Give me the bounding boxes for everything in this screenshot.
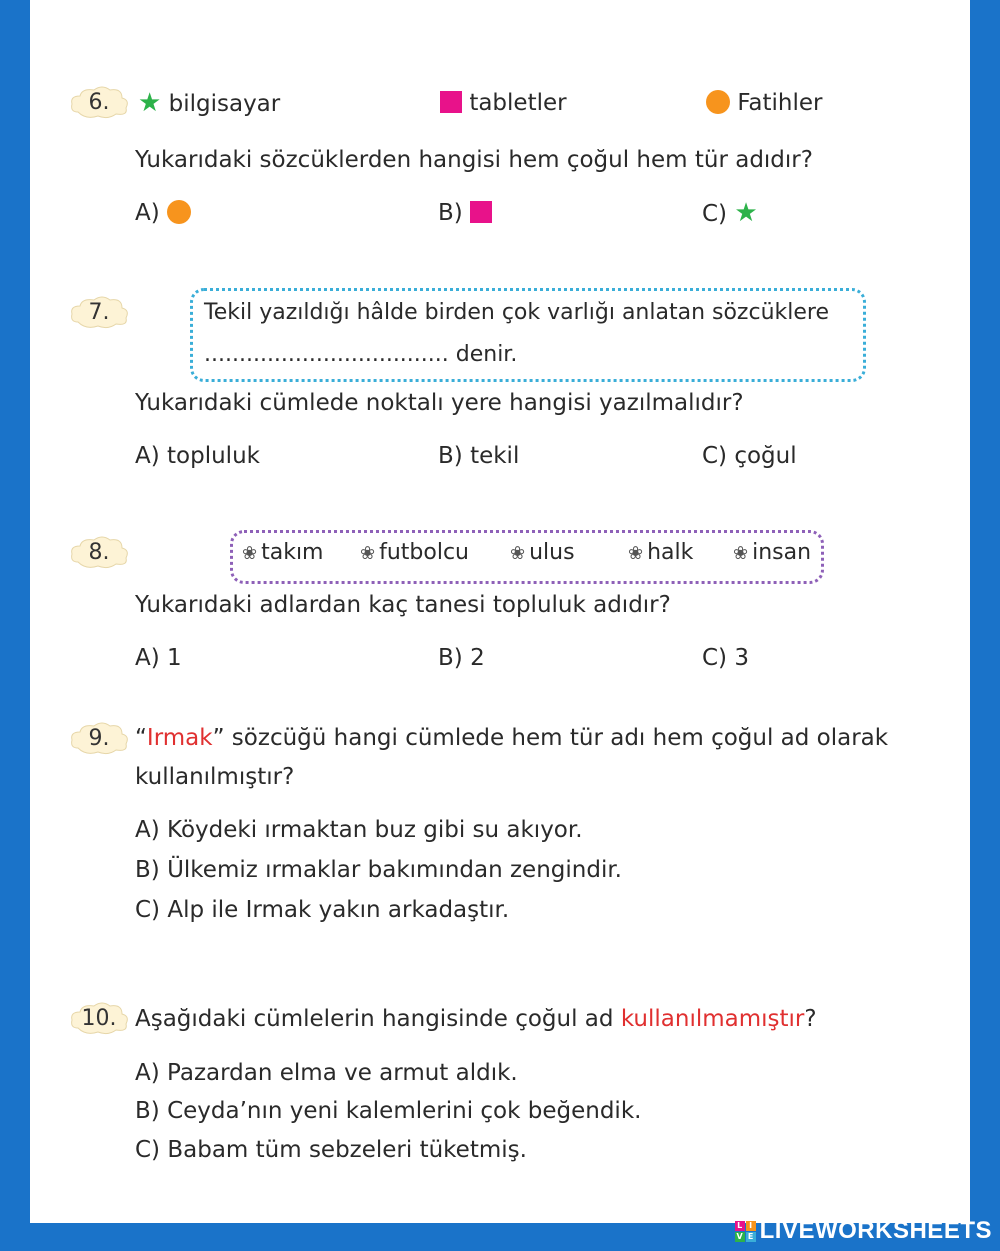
page-frame-left — [0, 0, 30, 1251]
word-ulus: ❀ ulus — [510, 540, 575, 565]
pink-square-icon — [470, 201, 492, 223]
option-c[interactable]: C) Babam tüm sebzeleri tüketmiş. — [135, 1137, 527, 1163]
flower-icon: ❀ — [510, 543, 526, 564]
option-c[interactable]: C) Alp ile Irmak yakın arkadaştır. — [135, 897, 510, 923]
question-number-badge: 9. — [68, 720, 130, 756]
definition-line-1: Tekil yazıldığı hâlde birden çok varlığı anlatan sözcüklere — [204, 300, 830, 325]
highlighted-word: kullanılmamıştır — [620, 1006, 805, 1032]
logo-grid-icon: L I V E — [735, 1221, 756, 1242]
liveworksheets-logo — [735, 1217, 992, 1245]
star-icon: ★ — [138, 88, 162, 118]
logo-text: LIVEWORKSHEETS — [759, 1217, 992, 1244]
option-a[interactable]: A) topluluk — [135, 443, 260, 469]
highlighted-word: Irmak — [146, 725, 213, 751]
option-a[interactable]: A) Köydeki ırmaktan buz gibi su akıyor. — [135, 817, 583, 843]
page-frame-right — [970, 0, 1000, 1251]
word-takim: ❀ takım — [242, 540, 324, 565]
option-b[interactable]: B) — [438, 200, 492, 226]
option-a[interactable]: A) Pazardan elma ve armut aldık. — [135, 1060, 518, 1086]
definition-line-2: ................................... denir. — [204, 342, 518, 367]
question-8-text: Yukarıdaki adlardan kaç tanesi topluluk adıdır? — [135, 592, 671, 618]
word-tabletler: tabletler — [469, 90, 567, 116]
option-c[interactable]: C) çoğul — [702, 443, 797, 469]
orange-circle-icon — [706, 90, 730, 114]
option-b[interactable]: B) tekil — [438, 443, 520, 469]
flower-icon: ❀ — [242, 543, 258, 564]
flower-icon: ❀ — [628, 543, 644, 564]
option-c[interactable]: C) 3 — [702, 645, 749, 671]
pink-square-icon — [440, 91, 462, 113]
word-halk: ❀ halk — [628, 540, 694, 565]
option-c[interactable]: C) ★ — [702, 198, 758, 228]
question-7-text: Yukarıdaki cümlede noktalı yere hangisi yazılmalıdır? — [135, 390, 744, 416]
star-icon: ★ — [734, 198, 758, 228]
question-number-badge: 8. — [68, 534, 130, 570]
orange-circle-icon — [167, 200, 191, 224]
question-number-badge: 10. — [68, 1000, 130, 1036]
option-a[interactable]: A) — [135, 200, 191, 226]
question-number-badge: 7. — [68, 294, 130, 330]
word-futbolcu: ❀ futbolcu — [360, 540, 469, 565]
option-b[interactable]: B) Ceyda’nın yeni kalemlerini çok beğendik. — [135, 1098, 642, 1124]
question-10-text: Aşağıdaki cümlelerin hangisinde çoğul ad kullanılmamıştır? — [135, 1006, 817, 1032]
question-6-text: Yukarıdaki sözcüklerden hangisi hem çoğul hem tür adıdır? — [135, 147, 813, 173]
option-b[interactable]: B) 2 — [438, 645, 485, 671]
question-9-text: “Irmak” sözcüğü hangi cümlede hem tür adı hem çoğul ad olarak — [135, 725, 889, 751]
question-number-badge: 6. — [68, 84, 130, 120]
word-fatihler: Fatihler — [737, 90, 823, 116]
option-a[interactable]: A) 1 — [135, 645, 182, 671]
question-9-text-line-2: kullanılmıştır? — [135, 764, 295, 790]
word-insan: ❀ insan — [733, 540, 812, 565]
option-b[interactable]: B) Ülkemiz ırmaklar bakımından zengindir. — [135, 857, 622, 883]
flower-icon: ❀ — [733, 543, 749, 564]
word-bilgisayar: bilgisayar — [168, 91, 281, 117]
flower-icon: ❀ — [360, 543, 376, 564]
